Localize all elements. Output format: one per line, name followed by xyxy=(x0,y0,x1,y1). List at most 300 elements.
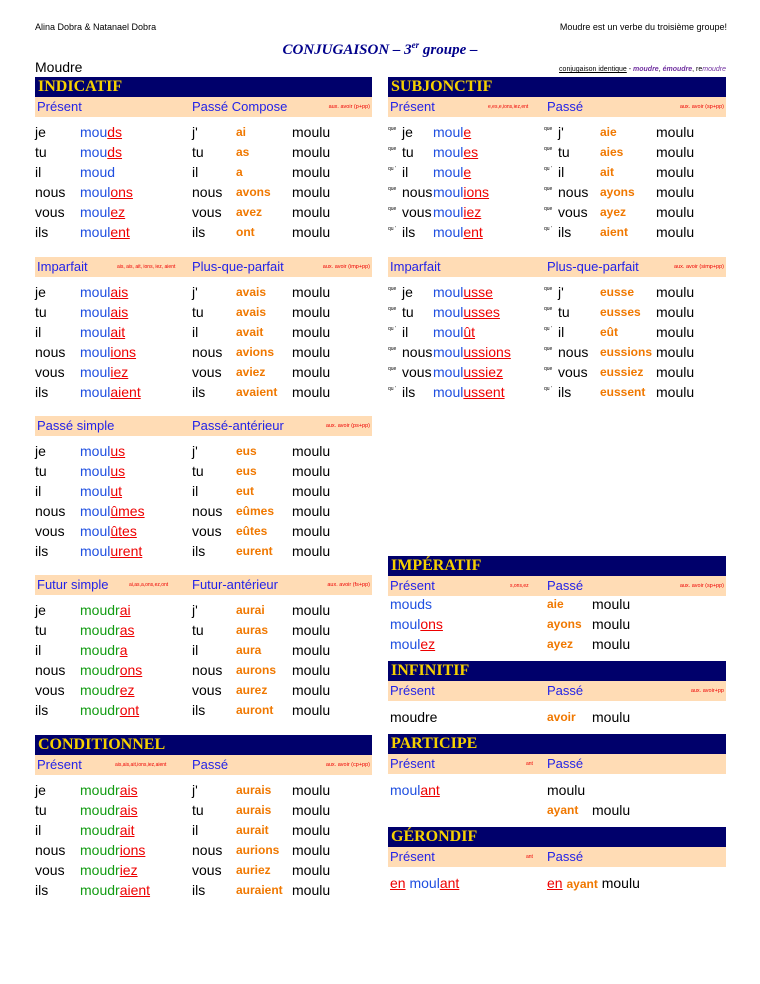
pronoun: tu xyxy=(558,304,570,320)
verb-form xyxy=(80,142,122,162)
conjugation-row xyxy=(388,142,728,162)
verb-ending: ons xyxy=(119,662,143,678)
pronoun: nous xyxy=(35,503,66,519)
conjugation-row xyxy=(35,660,375,680)
tense-passe-simple: Passé simple xyxy=(37,418,115,433)
que-marker: qu ' xyxy=(544,226,552,232)
past-participle: moulu xyxy=(656,144,695,160)
tense-passe: Passé xyxy=(547,756,584,771)
que-marker: qu ' xyxy=(388,166,396,172)
auxiliary: eûmes xyxy=(236,504,275,518)
pronoun: tu xyxy=(402,144,414,160)
verb-form xyxy=(80,282,128,302)
pronoun: nous xyxy=(35,184,66,200)
auxiliary: aies xyxy=(600,145,624,159)
auxiliary: aurais xyxy=(236,783,272,797)
tense-present: Présent xyxy=(390,849,435,864)
tense-header xyxy=(388,257,726,277)
pronoun: ils xyxy=(192,702,206,718)
tense-passe: Passé xyxy=(547,578,584,593)
verb-ending: aient xyxy=(110,384,141,400)
pronoun: nous xyxy=(402,184,433,200)
que-marker: que xyxy=(388,286,397,292)
auxiliary: aient xyxy=(600,225,629,239)
verb-stem: moudr xyxy=(80,802,120,818)
pronoun: il xyxy=(402,324,409,340)
endings-note: ant xyxy=(526,854,533,860)
pronoun: ils xyxy=(192,882,206,898)
pronoun: il xyxy=(192,642,199,658)
verb-ending: ussent xyxy=(463,384,505,400)
verb-ending: es xyxy=(463,144,479,160)
auxiliary: auront xyxy=(236,703,274,717)
conjugation-row xyxy=(35,302,375,322)
pronoun: je xyxy=(35,124,46,140)
verb-ending: e xyxy=(463,164,472,180)
verb-stem: moul xyxy=(80,304,111,320)
auxiliary: avons xyxy=(236,185,271,199)
verb-stem: moul xyxy=(80,324,111,340)
verb-ending: ez xyxy=(119,682,135,698)
conjugation-row xyxy=(35,162,375,182)
past-participle: moulu xyxy=(292,124,331,140)
conjugation-row xyxy=(388,800,726,820)
auxiliary: ayez xyxy=(600,205,627,219)
verb-stem: moul xyxy=(80,344,111,360)
past-participle: moulu xyxy=(656,344,695,360)
past-participle: moulu xyxy=(292,184,331,200)
verb-ending: ant xyxy=(439,875,460,891)
verb-ending: ez xyxy=(420,636,436,652)
pronoun: il xyxy=(35,164,42,180)
pronoun: tu xyxy=(35,304,47,320)
que-marker: qu ' xyxy=(544,326,552,332)
pronoun: vous xyxy=(192,523,222,539)
auxiliary: aurions xyxy=(236,843,280,857)
pronoun: j' xyxy=(558,284,564,300)
auxiliary: avions xyxy=(236,345,275,359)
endings-note: s,ons,ez xyxy=(510,583,529,589)
verb-stem: moul xyxy=(80,503,111,519)
verb-form xyxy=(80,620,134,640)
gerondif-band: GÉRONDIF xyxy=(388,827,726,847)
verb-stem: moul xyxy=(80,224,111,240)
que-marker: que xyxy=(388,206,397,212)
past-participle: moulu xyxy=(292,842,331,858)
auxiliary: aura xyxy=(236,643,262,657)
author-header: Alina Dobra & Natanael Dobra xyxy=(35,22,157,32)
pronoun: je xyxy=(402,124,413,140)
verb-stem: moul xyxy=(80,184,111,200)
past-participle: moulu xyxy=(292,662,331,678)
verb-stem: moul xyxy=(433,304,464,320)
pronoun: tu xyxy=(192,802,204,818)
past-participle: moulu xyxy=(292,882,331,898)
past-participle: moulu xyxy=(292,822,331,838)
conjugation-row xyxy=(35,780,375,800)
pronoun: tu xyxy=(402,304,414,320)
tense-present: Présent xyxy=(37,99,82,114)
verb-ending: as xyxy=(119,622,135,638)
conjugation-row xyxy=(35,182,375,202)
verb-form xyxy=(80,660,142,680)
auxiliary: aurait xyxy=(236,823,269,837)
tense-passe: Passé xyxy=(547,99,584,114)
past-participle: moulu xyxy=(656,384,695,400)
conjugation-row xyxy=(388,222,728,242)
verb-form xyxy=(390,594,432,614)
past-participle: moulu xyxy=(292,483,331,499)
auxiliary: avait xyxy=(236,325,264,339)
infinitive: moudre xyxy=(390,709,438,725)
auxiliary: aie xyxy=(547,597,564,611)
indicatif-band: INDICATIF xyxy=(35,77,372,97)
past-participle: moulu xyxy=(656,224,695,240)
auxiliary: as xyxy=(236,145,250,159)
verb-stem: moudr xyxy=(80,602,120,618)
pronoun: nous xyxy=(192,662,223,678)
auxiliary: ont xyxy=(236,225,255,239)
verb-stem: moul xyxy=(433,224,464,240)
verb-form xyxy=(433,122,471,142)
pronoun: il xyxy=(558,324,565,340)
verb-ending: ds xyxy=(417,596,433,612)
auxiliary: ayons xyxy=(600,185,635,199)
imperatif-rows xyxy=(388,594,726,654)
past-participle: moulu xyxy=(656,284,695,300)
que-marker: que xyxy=(388,186,397,192)
auxiliary: eussent xyxy=(600,385,646,399)
aux-note: aux. avoir (ps+pp) xyxy=(325,423,370,429)
tense-header xyxy=(35,575,372,595)
tense-passe: Passé xyxy=(192,757,229,772)
verb-form xyxy=(80,342,136,362)
verb-form xyxy=(433,342,511,362)
conjugation-rows xyxy=(35,282,375,402)
past-participle: moulu xyxy=(292,543,331,559)
auxiliary: eurent xyxy=(236,544,273,558)
que-marker: que xyxy=(388,126,397,132)
pronoun: je xyxy=(35,284,46,300)
pronoun: vous xyxy=(35,204,65,220)
pronoun: tu xyxy=(35,622,47,638)
conditionnel-band: CONDITIONNEL xyxy=(35,735,372,755)
conjugation-row xyxy=(35,501,375,521)
past-participle: moulu xyxy=(292,622,331,638)
verb-ending: ussions xyxy=(463,344,511,360)
pronoun: nous xyxy=(192,503,223,519)
infinitif-rows xyxy=(388,707,726,727)
que-marker: que xyxy=(388,366,397,372)
auxiliary: aie xyxy=(600,125,617,139)
verb-stem: mou xyxy=(80,144,108,160)
que-marker: que xyxy=(388,306,397,312)
que-marker: que xyxy=(388,346,397,352)
participe-rows xyxy=(388,780,726,820)
past-participle: moulu xyxy=(292,602,331,618)
endings-note: ais,ais,ait,ions,iez,aient xyxy=(115,762,167,768)
que-marker: qu ' xyxy=(388,226,396,232)
endings-note: ais, ais, ait, ions, iez, aient xyxy=(117,264,176,270)
verb-ending: ais xyxy=(110,304,129,320)
verb-stem: moul xyxy=(80,483,111,499)
pronoun: nous xyxy=(192,842,223,858)
verb-stem: moul xyxy=(433,324,464,340)
past-participle: moulu xyxy=(292,344,331,360)
verb-ending: us xyxy=(110,463,126,479)
past-participle: moulu xyxy=(592,636,631,652)
conjugation-row xyxy=(388,362,728,382)
pronoun: vous xyxy=(192,364,222,380)
past-participle: moulu xyxy=(656,324,695,340)
auxiliary: auriez xyxy=(236,863,271,877)
past-participle: moulu xyxy=(292,324,331,340)
pronoun: tu xyxy=(35,802,47,818)
tense-passe-compose: Passé Compose xyxy=(192,99,288,114)
pronoun: il xyxy=(192,483,199,499)
verb-form xyxy=(433,302,500,322)
verb-stem: moul xyxy=(80,463,111,479)
past-participle: moulu xyxy=(656,124,695,140)
verb-stem: moul xyxy=(80,523,111,539)
auxiliary: avoir xyxy=(547,710,576,724)
past-participle: moulu xyxy=(292,862,331,878)
verb-form xyxy=(80,700,139,720)
verb-stem: moudr xyxy=(80,682,120,698)
verb-stem: moul xyxy=(80,284,111,300)
verb-form xyxy=(80,800,138,820)
pronoun: ils xyxy=(35,543,49,559)
verb-form xyxy=(80,521,137,541)
pronoun: il xyxy=(192,164,199,180)
conjugation-row xyxy=(388,614,726,634)
gerund-en: en xyxy=(390,875,406,891)
past-participle: moulu xyxy=(592,709,631,725)
aux-note: aux. avoir (sp+pp) xyxy=(679,104,724,110)
verb-form xyxy=(80,860,138,880)
verb-ending: ont xyxy=(119,702,140,718)
pronoun: vous xyxy=(402,204,432,220)
past-participle: moulu xyxy=(592,616,631,632)
verb-ending: ds xyxy=(107,124,123,140)
conjugation-rows xyxy=(35,122,375,242)
pronoun: vous xyxy=(402,364,432,380)
past-participle: moulu xyxy=(292,782,331,798)
verb-ending: iez xyxy=(119,862,138,878)
pronoun: nous xyxy=(35,344,66,360)
endings-note: ant xyxy=(526,761,533,767)
verb-ending: a xyxy=(119,642,128,658)
verb-form xyxy=(80,162,115,182)
tense-passe-anterieur: Passé-antérieur xyxy=(192,418,284,433)
verb-form xyxy=(80,840,145,860)
pronoun: ils xyxy=(35,702,49,718)
pronoun: nous xyxy=(35,842,66,858)
past-participle: moulu xyxy=(592,596,631,612)
tense-plus-que-parfait: Plus-que-parfait xyxy=(192,259,284,274)
pronoun: nous xyxy=(402,344,433,360)
gerund-en: en xyxy=(547,875,563,891)
verb-ending: usse xyxy=(463,284,493,300)
que-marker: que xyxy=(544,346,553,352)
que-marker: que xyxy=(544,366,553,372)
auxiliary: eus xyxy=(236,444,257,458)
conjugation-row xyxy=(35,382,375,402)
verb-ending: ons xyxy=(420,616,443,632)
pronoun: tu xyxy=(35,144,47,160)
tense-passe: Passé xyxy=(547,683,584,698)
verb-ending: ai xyxy=(119,602,131,618)
conjugation-row xyxy=(388,182,728,202)
verb-form xyxy=(80,222,130,242)
pronoun: ils xyxy=(558,224,572,240)
que-marker: que xyxy=(544,126,553,132)
verb-form xyxy=(80,362,128,382)
tense-header xyxy=(388,847,726,867)
pronoun: ils xyxy=(192,543,206,559)
past-participle: moulu xyxy=(292,224,331,240)
conjugation-rows xyxy=(35,780,375,900)
conjugation-row xyxy=(35,362,375,382)
verb-form xyxy=(80,202,125,222)
conjugation-row xyxy=(35,521,375,541)
que-marker: que xyxy=(544,306,553,312)
verb-form xyxy=(80,382,141,402)
verb-stem: moudr xyxy=(80,882,120,898)
verb-form xyxy=(80,501,145,521)
que-marker: qu ' xyxy=(544,166,552,172)
past-participle: moulu xyxy=(656,364,695,380)
pronoun: vous xyxy=(558,364,588,380)
verb-ending: ais xyxy=(119,802,138,818)
verb-form xyxy=(390,614,443,634)
pronoun: vous xyxy=(192,862,222,878)
tense-plus-que-parfait: Plus-que-parfait xyxy=(547,259,639,274)
pronoun: ils xyxy=(35,224,49,240)
verb-form xyxy=(433,142,478,162)
verb-stem: moul xyxy=(433,184,464,200)
tense-header xyxy=(388,576,726,596)
conjugation-row xyxy=(35,640,375,660)
tense-imparfait: Imparfait xyxy=(390,259,441,274)
past-participle: moulu xyxy=(656,204,695,220)
verb-ending: ent xyxy=(463,224,483,240)
tense-futur-simple: Futur simple xyxy=(37,577,109,592)
verb-stem: moudr xyxy=(80,662,120,678)
verb-ending: aient xyxy=(119,882,151,898)
conjugation-row xyxy=(388,302,728,322)
verb-form xyxy=(433,202,481,222)
que-marker: que xyxy=(388,146,397,152)
pronoun: il xyxy=(192,324,199,340)
pronoun: nous xyxy=(558,184,589,200)
auxiliary: eûtes xyxy=(236,524,268,538)
verb-ending: ant xyxy=(420,782,440,798)
verb-form xyxy=(433,222,483,242)
conjugation-row xyxy=(35,860,375,880)
identical-conjugation-note: conjugaison identique - moudre, émoudre, remoudre xyxy=(559,66,726,73)
verb-ending: ions xyxy=(110,344,137,360)
pronoun: nous xyxy=(558,344,589,360)
tense-present: Présent xyxy=(390,99,435,114)
conjugation-row xyxy=(35,700,375,720)
conjugation-row xyxy=(35,680,375,700)
page-title: CONJUGAISON – 3er groupe – xyxy=(282,40,478,58)
verb-ending: ût xyxy=(463,324,476,340)
verb-group-header: Moudre est un verbe du troisième groupe! xyxy=(559,22,727,32)
verb-form xyxy=(80,820,134,840)
past-participle: moulu xyxy=(292,144,331,160)
conjugation-rows xyxy=(388,122,728,242)
conjugation-row xyxy=(388,202,728,222)
tense-present: Présent xyxy=(390,578,435,593)
tense-passe: Passé xyxy=(547,849,584,864)
verb-ending: usses xyxy=(463,304,500,320)
pronoun: tu xyxy=(192,463,204,479)
aux-note: aux. avoir (cp+pp) xyxy=(325,762,370,768)
verb-ending: ions xyxy=(119,842,146,858)
tense-header xyxy=(35,257,372,277)
pronoun: vous xyxy=(192,682,222,698)
verb-form xyxy=(433,162,471,182)
verb-stem: moudr xyxy=(80,862,120,878)
verb-ending: us xyxy=(110,443,126,459)
pronoun: tu xyxy=(192,304,204,320)
pronoun: il xyxy=(558,164,565,180)
tense-header xyxy=(35,97,372,117)
verb-stem: moul xyxy=(409,875,440,891)
past-participle: moulu xyxy=(292,523,331,539)
verb-ending: ds xyxy=(107,144,123,160)
verb-stem: moul xyxy=(433,364,464,380)
endings-note: ai,as,a,ons,ez,ont xyxy=(129,582,169,588)
auxiliary: ayant xyxy=(566,877,598,891)
auxiliary: ayant xyxy=(547,803,579,817)
pronoun: je xyxy=(35,443,46,459)
pronoun: il xyxy=(35,822,42,838)
conjugation-row xyxy=(35,322,375,342)
tense-present: Présent xyxy=(390,683,435,698)
infinitif-band: INFINITIF xyxy=(388,661,726,681)
verb-form xyxy=(80,461,125,481)
tense-header xyxy=(35,755,372,775)
conjugation-row xyxy=(35,222,375,242)
verb-form xyxy=(390,873,459,893)
aux-note: aux. avoir (fs+pp) xyxy=(327,582,370,588)
conjugation-row xyxy=(35,142,375,162)
verb-form xyxy=(80,880,150,900)
conjugation-rows xyxy=(35,600,375,720)
conjugation-row xyxy=(388,282,728,302)
auxiliary: auraient xyxy=(236,883,283,897)
past-participle: moulu xyxy=(656,304,695,320)
verb-stem: moul xyxy=(433,124,464,140)
past-participle: moulu xyxy=(292,702,331,718)
conjugation-row xyxy=(35,481,375,501)
past-participle: moulu xyxy=(292,443,331,459)
verb-form xyxy=(433,182,489,202)
conjugation-row xyxy=(35,800,375,820)
auxiliary: eussiez xyxy=(600,365,644,379)
past-participle: moulu xyxy=(656,164,695,180)
imperatif-band: IMPÉRATIF xyxy=(388,556,726,576)
que-marker: que xyxy=(544,146,553,152)
aux-note: aux. avoir (simp+pp) xyxy=(674,264,724,270)
verb-form xyxy=(433,362,503,382)
conjugation-row xyxy=(388,342,728,362)
auxiliary: avez xyxy=(236,205,263,219)
verb-stem: moudr xyxy=(80,642,120,658)
